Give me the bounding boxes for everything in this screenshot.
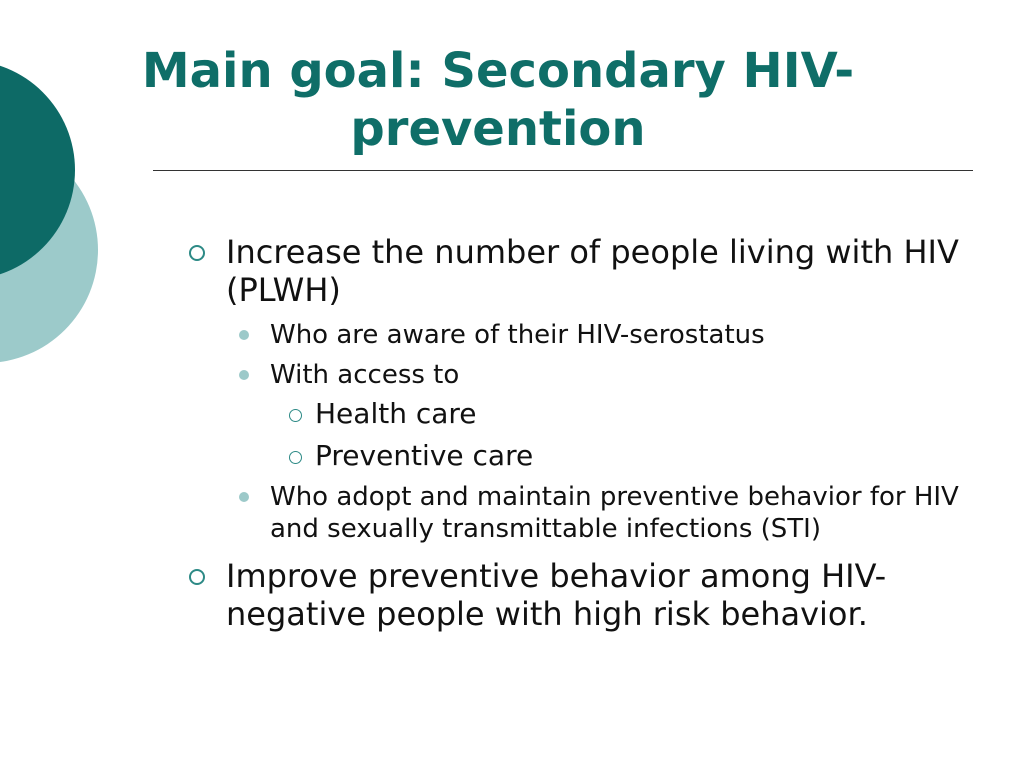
- sub-bullet-item: [185, 481, 975, 545]
- sub-sub-bullet-item: [185, 439, 975, 473]
- sub-bullet-item: [185, 359, 975, 391]
- hollow-circle-bullet-icon: [189, 569, 205, 585]
- sub-sub-bullet-text: Health care: [315, 397, 477, 430]
- sub-bullet-text: Who are aware of their HIV-serostatus: [270, 320, 765, 350]
- bullet-item: [185, 557, 975, 633]
- small-hollow-circle-bullet-icon: [289, 451, 302, 464]
- slide-title: Main goal: Secondary HIV-prevention: [141, 43, 855, 157]
- filled-dot-bullet-icon: [239, 370, 249, 380]
- small-hollow-circle-bullet-icon: [289, 409, 302, 422]
- sub-bullet-text: Who adopt and maintain preventive behavior for HIV and sexually transmittable infections (STI): [270, 482, 959, 544]
- filled-dot-bullet-icon: [239, 492, 249, 502]
- sub-bullet-item: [185, 319, 975, 351]
- bullet-item: [185, 233, 975, 309]
- filled-dot-bullet-icon: [239, 330, 249, 340]
- sub-sub-bullet-item: [185, 397, 975, 431]
- bullet-list: [185, 233, 975, 633]
- sub-bullet-text: With access to: [270, 360, 460, 390]
- title-divider: [153, 170, 973, 171]
- sub-sub-bullet-text: Preventive care: [315, 439, 534, 472]
- bullet-text: Improve preventive behavior among HIV-negative people with high risk behavior.: [226, 557, 887, 633]
- bullet-text: Increase the number of people living with HIV (PLWH): [226, 233, 959, 309]
- hollow-circle-bullet-icon: [189, 245, 205, 261]
